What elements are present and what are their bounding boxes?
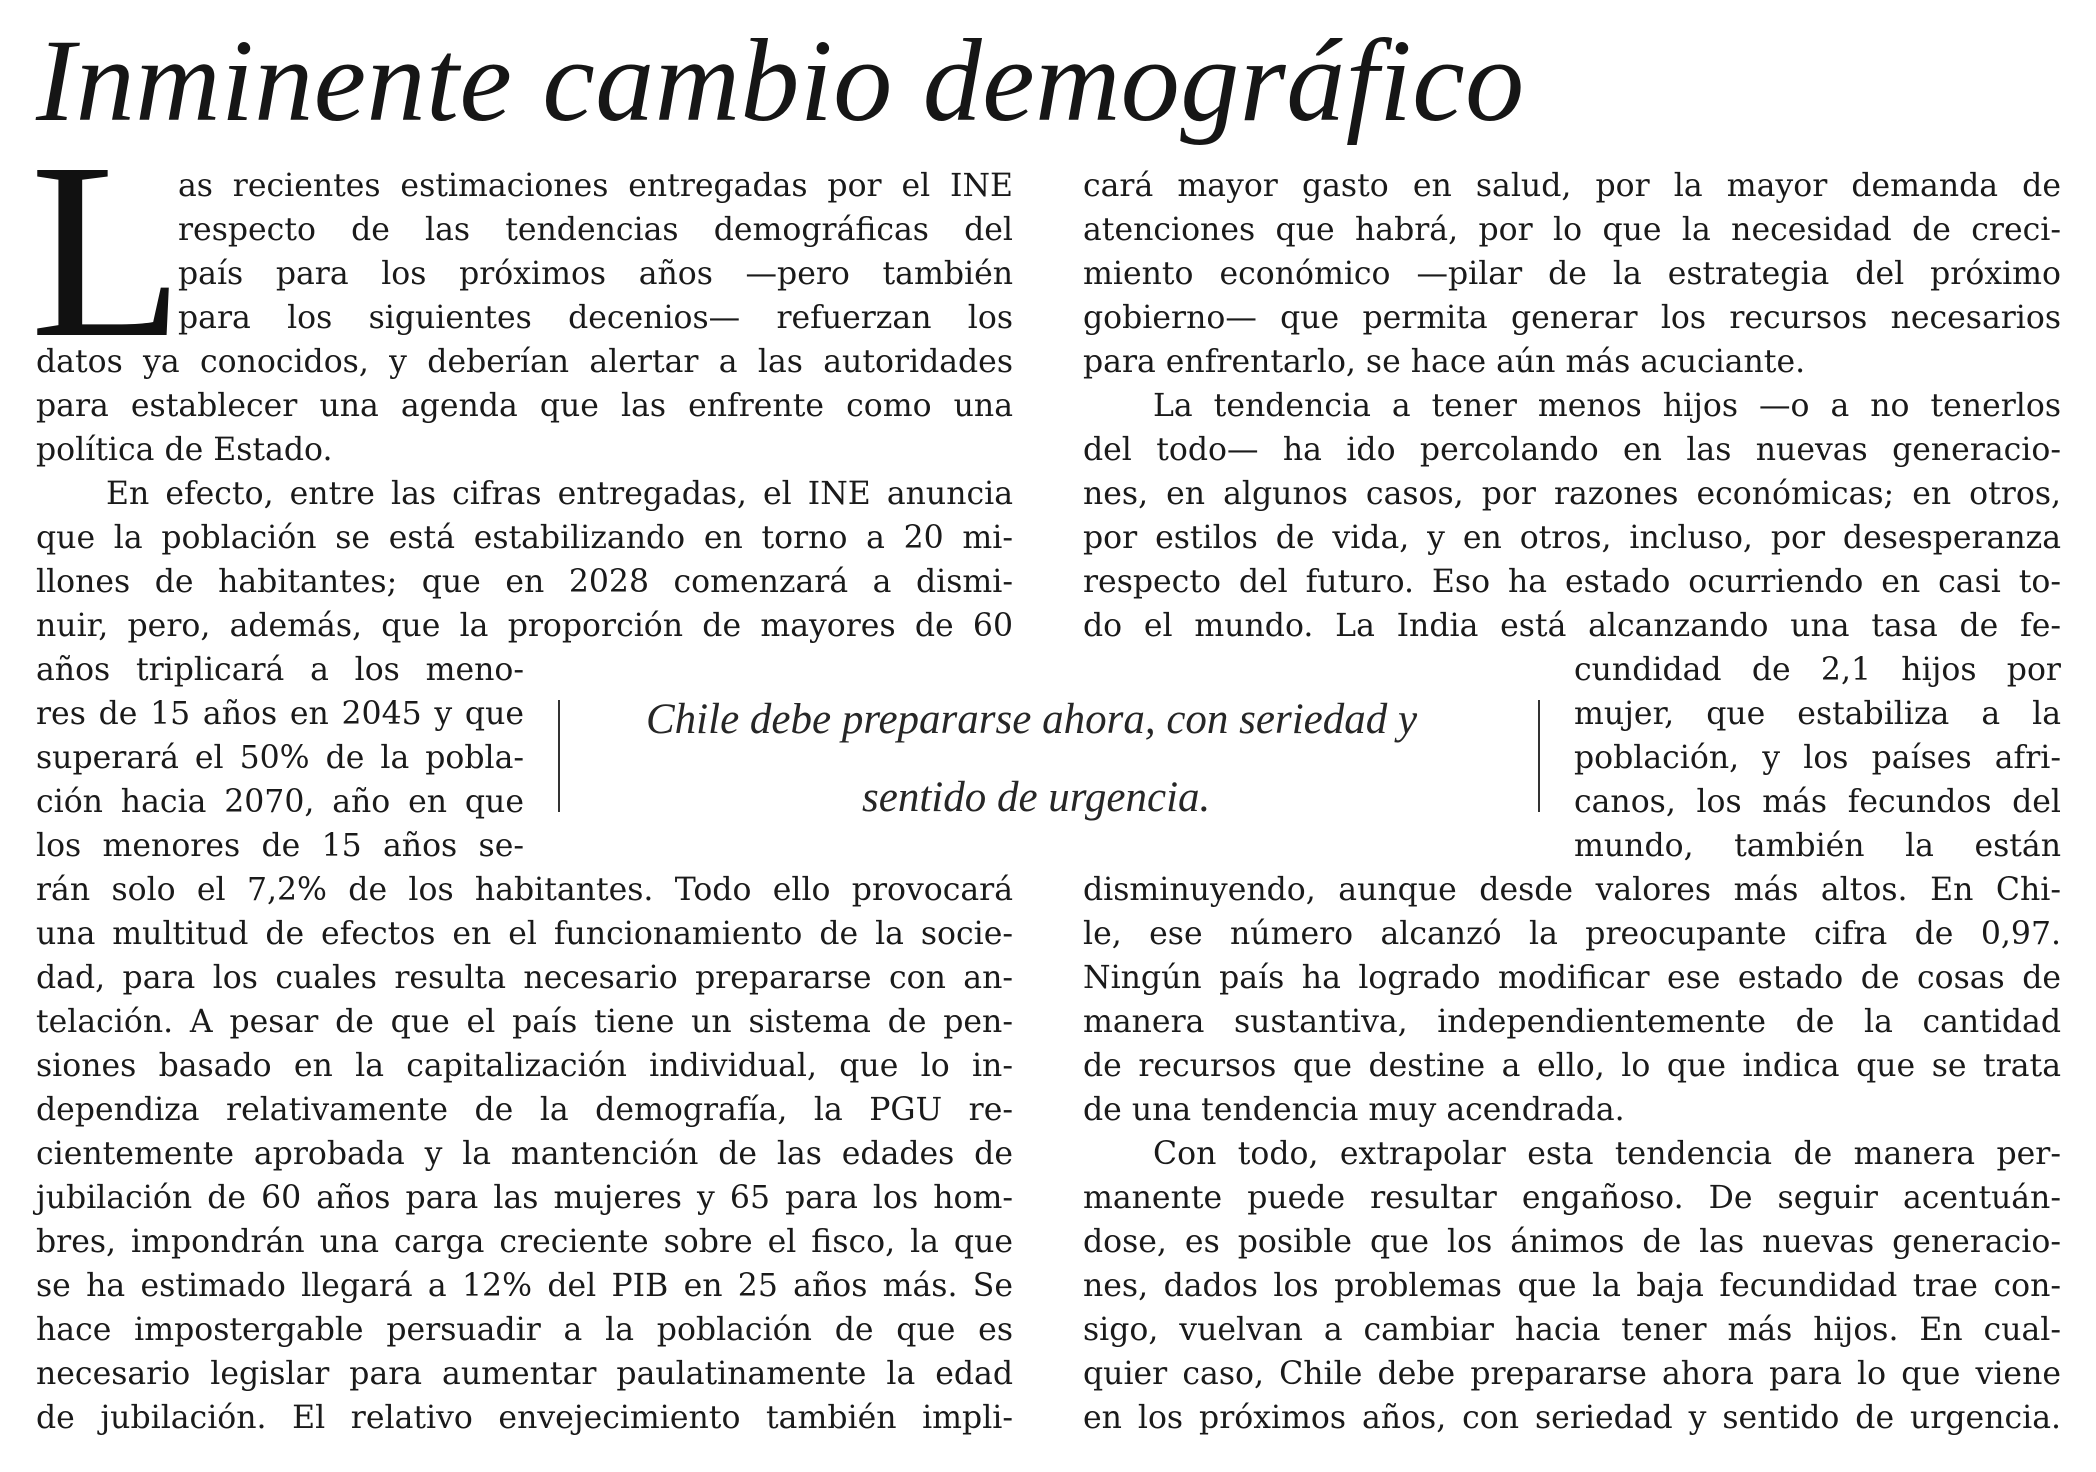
column-1-line: necesario legislar para aumentar paulatinamente la edad: [36, 1356, 1013, 1392]
column-2-line: mundo, también la están: [1574, 828, 2061, 864]
column-2-line: le, ese número alcanzó la preocupante cifra de 0,97.: [1083, 916, 2061, 952]
column-1-line: respecto de las tendencias demográficas del: [178, 212, 1013, 248]
column-2-line: canos, los más fecundos del: [1574, 784, 2061, 820]
column-2-line: do el mundo. La India está alcanzando una tasa de fe-: [1083, 608, 2061, 644]
column-1-line: dad, para los cuales resulta necesario prepararse con an-: [36, 960, 1013, 996]
column-1-line: datos ya conocidos, y deberían alertar a las autoridades: [36, 344, 1013, 380]
column-2-line: sigo, vuelvan a cambiar hacia tener más hijos. En cual-: [1083, 1312, 2061, 1348]
column-2-line: en los próximos años, con seriedad y sentido de urgencia.: [1083, 1400, 2061, 1436]
column-2-line: disminuyendo, aunque desde valores más altos. En Chi-: [1083, 872, 2061, 908]
column-2-line: de recursos que destine a ello, lo que indica que se trata: [1083, 1048, 2061, 1084]
column-1-line: años triplicará a los meno-: [36, 652, 524, 688]
column-2-line: La tendencia a tener menos hijos —o a no tenerlos: [1153, 388, 2061, 424]
column-2-line: quier caso, Chile debe prepararse ahora para lo que viene: [1083, 1356, 2061, 1392]
column-1-line: siones basado en la capitalización individual, que lo in-: [36, 1048, 1013, 1084]
column-1-line: para establecer una agenda que las enfrente como una: [36, 388, 1013, 424]
column-1-line: de jubilación. El relativo envejecimiento también impli-: [36, 1400, 1013, 1436]
pull-quote-left-rule: [558, 700, 560, 812]
column-1-line: país para los próximos años —pero también: [178, 256, 1013, 292]
column-1-line: dependiza relativamente de la demografía, la PGU re-: [36, 1092, 1013, 1128]
column-2-line: nes, en algunos casos, por razones económicas; en otros,: [1083, 476, 2061, 512]
column-1-line: ción hacia 2070, año en que: [36, 784, 524, 820]
column-2-line: por estilos de vida, y en otros, incluso, por desesperanza: [1083, 520, 2061, 556]
column-2-line: dose, es posible que los ánimos de las nuevas generacio-: [1083, 1224, 2061, 1260]
column-2-line: del todo— ha ido percolando en las nuevas generacio-: [1083, 432, 2061, 468]
column-1-line: nuir, pero, además, que la proporción de mayores de 60: [36, 608, 1013, 644]
pull-quote-right-rule: [1538, 700, 1540, 812]
column-2-line: manente puede resultar engañoso. De seguir acentuán-: [1083, 1180, 2061, 1216]
column-1-line: que la población se está estabilizando en torno a 20 mi-: [36, 520, 1013, 556]
column-1-line: bres, impondrán una carga creciente sobre el fisco, la que: [36, 1224, 1013, 1260]
column-2-line: cundidad de 2,1 hijos por: [1574, 652, 2061, 688]
column-2-line: para enfrentarlo, se hace aún más acuciante.: [1083, 344, 1806, 380]
pull-quote-line-2: sentido de urgencia.: [862, 774, 1211, 821]
column-2-line: nes, dados los problemas que la baja fecundidad trae con-: [1083, 1268, 2061, 1304]
column-1-line: cientemente aprobada y la mantención de las edades de: [36, 1136, 1013, 1172]
column-2-line: mujer, que estabiliza a la: [1574, 696, 2061, 732]
column-1-line: para los siguientes decenios— refuerzan los: [178, 300, 1013, 336]
column-1-line: En efecto, entre las cifras entregadas, el INE anuncia: [106, 476, 1013, 512]
column-1-line: hace impostergable persuadir a la población de que es: [36, 1312, 1013, 1348]
column-1-line: se ha estimado llegará a 12% del PIB en 25 años más. Se: [36, 1268, 1013, 1304]
column-1-line: una multitud de efectos en el funcionamiento de la socie-: [36, 916, 1013, 952]
column-2-line: manera sustantiva, independientemente de la cantidad: [1083, 1004, 2061, 1040]
column-2-line: cará mayor gasto en salud, por la mayor demanda de: [1083, 168, 2061, 204]
column-1-line: rán solo el 7,2% de los habitantes. Todo ello provocará: [36, 872, 1013, 908]
column-2-line: respecto del futuro. Eso ha estado ocurriendo en casi to-: [1083, 564, 2061, 600]
column-1-line: res de 15 años en 2045 y que: [36, 696, 524, 732]
column-2-line: atenciones que habrá, por lo que la necesidad de creci-: [1083, 212, 2061, 248]
column-2-line: gobierno— que permita generar los recursos necesarios: [1083, 300, 2061, 336]
column-2-line: Ningún país ha logrado modificar ese estado de cosas de: [1083, 960, 2061, 996]
headline: Inminente cambio demográfico: [36, 15, 1525, 146]
column-2-line: miento económico —pilar de la estrategia del próximo: [1083, 256, 2061, 292]
column-1-line: telación. A pesar de que el país tiene un sistema de pen-: [36, 1004, 1013, 1040]
drop-cap: L: [30, 110, 184, 390]
pull-quote-line-1: Chile debe prepararse ahora, con seriedad y: [646, 696, 1418, 743]
column-1-line: política de Estado.: [36, 432, 333, 468]
column-1-line: llones de habitantes; que en 2028 comenzará a dismi-: [36, 564, 1013, 600]
column-2-line: Con todo, extrapolar esta tendencia de manera per-: [1153, 1136, 2061, 1172]
column-1-line: los menores de 15 años se-: [36, 828, 524, 864]
column-1-line: jubilación de 60 años para las mujeres y 65 para los hom-: [36, 1180, 1013, 1216]
column-2-line: de una tendencia muy acendrada.: [1083, 1092, 1625, 1128]
column-1-line: superará el 50% de la pobla-: [36, 740, 524, 776]
column-2-line: población, y los países afri-: [1574, 740, 2061, 776]
column-1-line: as recientes estimaciones entregadas por el INE: [178, 168, 1013, 204]
